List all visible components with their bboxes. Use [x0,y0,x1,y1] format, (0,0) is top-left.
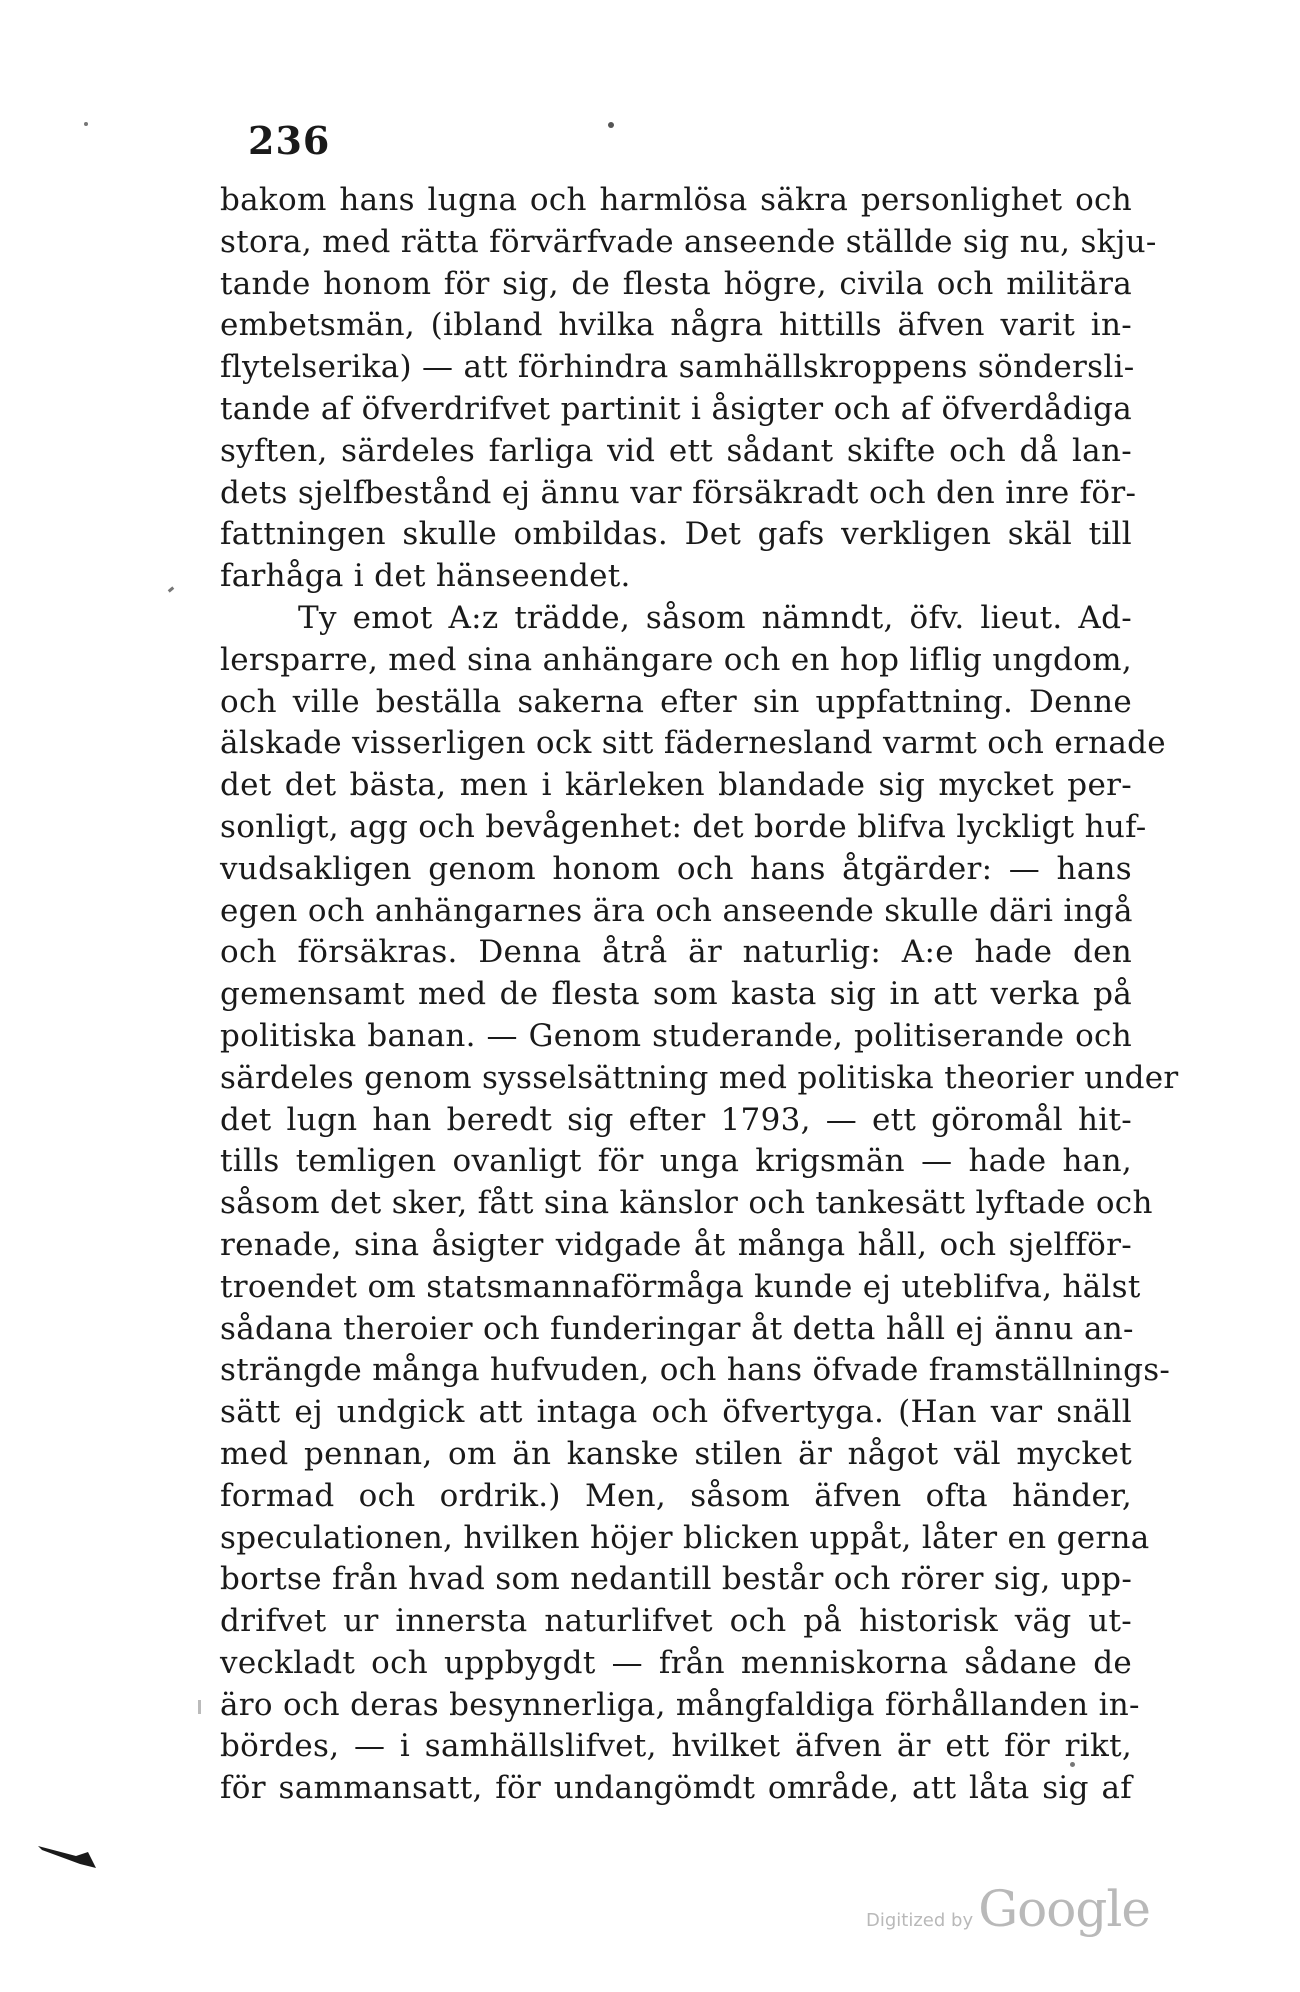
print-speck [608,122,614,128]
text-line: stora, med rätta förvärfvade anseende ställde sig nu, skju- [220,223,1157,260]
text-line: politiska banan. — Genom studerande, politiserande och [220,1017,1132,1054]
text-line: särdeles genom sysselsättning med politiska theorier under [220,1059,1179,1096]
text-line: sonligt, agg och bevågenhet: det borde blifva lyckligt huf- [220,808,1147,845]
text-line: embetsmän, (ibland hvilka några hittills äfven varit in- [220,307,1132,344]
text-line: Ty emot A:z trädde, såsom nämndt, öfv. lieut. Ad- [298,599,1132,636]
text-line: och försäkras. Denna åtrå är naturlig: A:e hade den [220,934,1132,971]
text-line: speculationen, hvilken höjer blicken uppåt, låter en gerna [220,1519,1150,1556]
text-line: egen och anhängarnes ära och anseende skulle däri ingå [220,892,1133,929]
text-line: äro och deras besynnerliga, mångfaldiga förhållanden in- [220,1686,1140,1723]
text-line: med pennan, om än kanske stilen är något väl mycket [220,1435,1132,1472]
text-line: gemensamt med de flesta som kasta sig in att verka på [220,976,1132,1013]
text-line: formad och ordrik.) Men, såsom äfven ofta händer, [220,1477,1132,1514]
watermark-brand: Google [978,1880,1150,1938]
watermark-prefix: Digitized by [866,1910,974,1931]
print-speck [198,1700,201,1714]
text-line: bördes, — i samhällslifvet, hvilket äfven är ett för rikt, [220,1728,1132,1765]
text-line: strängde många hufvuden, och hans öfvade framställnings- [220,1352,1171,1389]
text-line: sådana theroier och funderingar åt detta håll ej ännu an- [220,1310,1134,1347]
text-line: dets sjelfbestånd ej ännu var försäkradt och den inre för- [220,474,1137,511]
text-line: tills temligen ovanligt för unga krigsmän — hade han, [220,1143,1132,1180]
text-line: lersparre, med sina anhängare och en hop liflig ungdom, [220,641,1132,678]
text-line: troendet om statsmannaförmåga kunde ej uteblifva, hälst [220,1268,1141,1305]
text-line: renade, sina åsigter vidgade åt många håll, och sjelfför- [220,1226,1132,1263]
text-line: veckladt och uppbygdt — från menniskorna sådane de [220,1644,1132,1681]
text-line: tande honom för sig, de flesta högre, civila och militära [220,265,1132,302]
text-line: flytelserika) — att förhindra samhällskroppens söndersli- [220,349,1135,386]
text-line: älskade visserligen ock sitt fädernesland varmt och ernade [220,725,1166,762]
google-watermark [866,1880,1150,1938]
page-number: 236 [248,118,331,163]
text-line: det lugn han beredt sig efter 1793, — ett göromål hit- [220,1101,1132,1138]
print-speck [168,586,175,592]
ink-mark-icon [36,1838,116,1882]
text-line: fattningen skulle ombildas. Det gafs verkligen skäl till [220,516,1132,553]
text-line: vudsakligen genom honom och hans åtgärder: — hans [220,850,1132,887]
text-line: såsom det sker, fått sina känslor och tankesätt lyftade och [220,1185,1153,1222]
text-line: sätt ej undgick att intaga och öfvertyga. (Han var snäll [220,1394,1132,1431]
text-line: bortse från hvad som nedantill består och rörer sig, upp- [220,1561,1133,1598]
text-line: drifvet ur innersta naturlifvet och på historisk väg ut- [220,1603,1132,1640]
text-line: det det bästa, men i kärleken blandade sig mycket per- [220,767,1132,804]
text-line: och ville beställa sakerna efter sin uppfattning. Denne [220,683,1132,720]
body-text [220,180,1179,1810]
text-line: för sammansatt, för undangömdt område, att låta sig af [220,1770,1132,1807]
print-speck [84,122,88,126]
text-line: tande af öfverdrifvet partinit i åsigter och af öfverdådiga [220,390,1132,427]
text-line: syften, särdeles farliga vid ett sådant skifte och då lan- [220,432,1132,469]
text-line: bakom hans lugna och harmlösa säkra personlighet och [220,182,1132,218]
text-line: farhåga i det hänseendet. [220,558,631,595]
